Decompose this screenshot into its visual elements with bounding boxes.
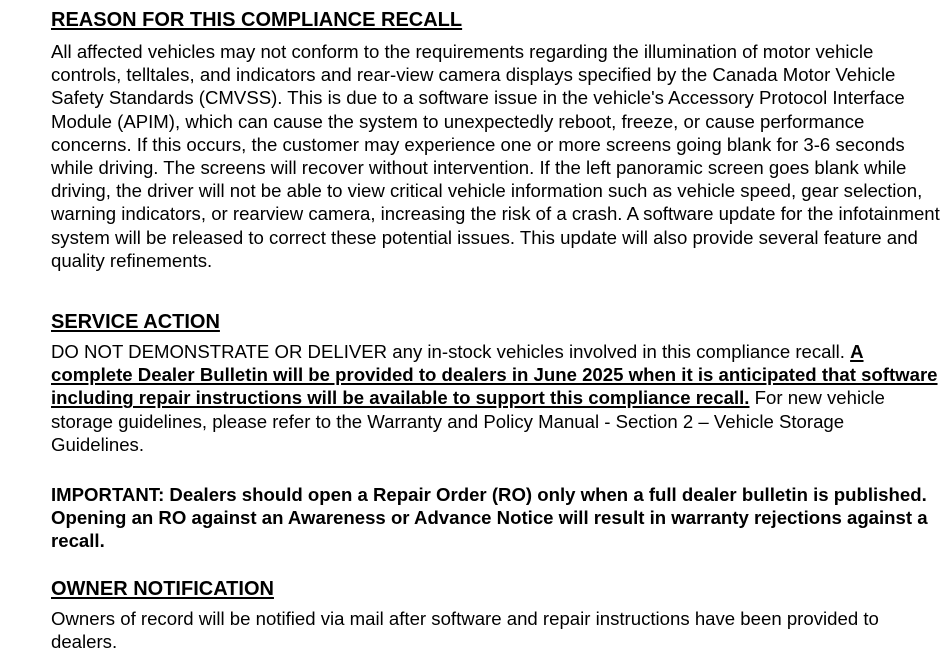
service-action-heading: SERVICE ACTION — [51, 311, 220, 333]
important-notice: IMPORTANT: Dealers should open a Repair Order (RO) only when a full dealer bulletin is published. Opening an RO against an Awareness or Advance Notice will result in warranty rejections against a recall. — [51, 484, 928, 552]
service-action-emphasis: A complete Dealer Bulletin will be provided to dealers in June 2025 when it is anticipated that software including repair instructions will be available to support this compliance recall. — [51, 341, 938, 409]
reason-section — [51, 9, 941, 272]
owner-notification-body: Owners of record will be notified via mail after software and repair instructions have been provided to dealers. — [51, 608, 879, 653]
service-action-section — [51, 311, 941, 456]
reason-heading: REASON FOR THIS COMPLIANCE RECALL — [51, 9, 463, 31]
service-action-outro: For new vehicle storage guidelines, please refer to the Warranty and Policy Manual - Section 2 – Vehicle Storage Guidelines. — [51, 387, 885, 455]
reason-body: All affected vehicles may not conform to the requirements regarding the illumination of motor vehicle controls, telltales, and indicators and rear-view camera displays specified by the Canada Motor Vehicle Safety Standards (CMVSS). This is due to a software issue in the vehicle's Accessory Protocol Interface Module (APIM), which can cause the system to unexpectedly reboot, freeze, or cause performance concerns. If this occurs, the customer may experience one or more screens going blank for 3-6 seconds while driving. The screens will recover without intervention. If the left panoramic screen goes blank while driving, the driver will not be able to view critical vehicle information such as vehicle speed, gear selection, warning indicators, or rearview camera, increasing the risk of a crash. A software update for the infotainment system will be released to correct these potential issues. This update will also provide several feature and quality refinements. — [51, 41, 940, 271]
owner-notification-section — [51, 578, 941, 653]
owner-notification-heading: OWNER NOTIFICATION — [51, 578, 274, 600]
service-action-intro: DO NOT DEMONSTRATE OR DELIVER any in-stock vehicles involved in this compliance recall. — [51, 341, 851, 362]
service-action-body — [51, 340, 941, 456]
